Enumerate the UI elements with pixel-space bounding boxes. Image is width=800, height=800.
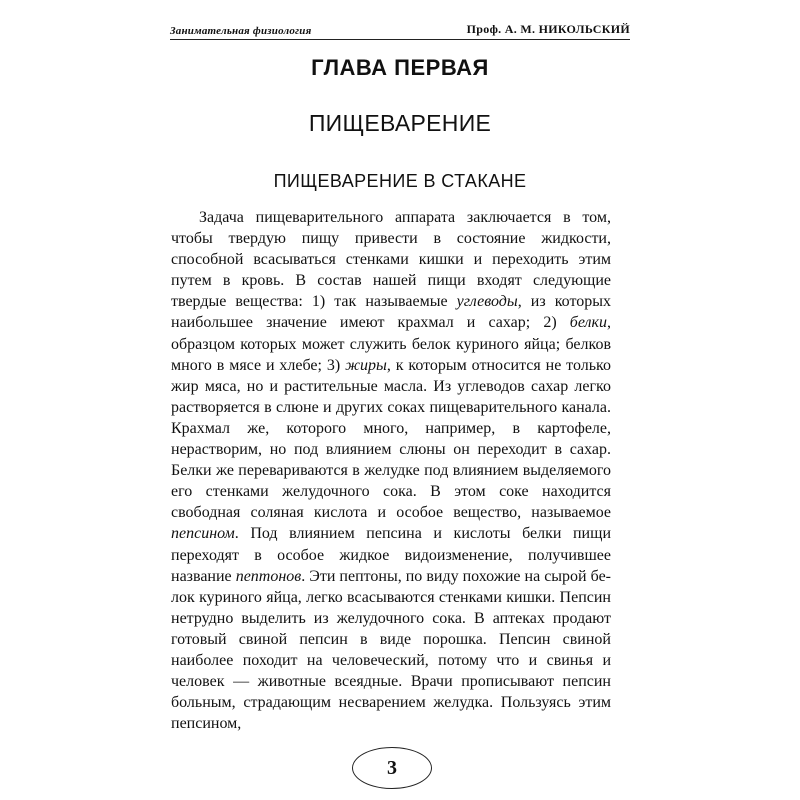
term-pepsin: пепсином xyxy=(171,525,235,543)
term-carbohydrates: углеводы xyxy=(456,293,518,311)
paragraph-text-4: , к которым относится не только жир мяса, но и растительные масла. Из углеводов сахар легко растворяется в слюне и других соках пищеварительного канала. Крахмал же, которого много, например, в картофеле, нерастворим, но под влиянием слюны он переходит в сахар. Белки же перевариваются в желудке под влиянием выделяемого его стенками желудочного сока. В этом соке находится свободная соляная кислота и особое вещество, называемое xyxy=(171,356,611,522)
paragraph-text-6: . Эти пептоны, по виду похожие на сырой белок куриного яйца, легко всасываются стенками кишки. Пепсин нетрудно выделить из желудочного сока. В аптеках продают готовый свиной пепсин в виде порошка. Пепсин свиной наиболее походит на человеческий, потому что и свинья и человек — животные всеядные. Врачи прописывают пепсин больным, страдающим несварением желудка. Пользуясь этим пепсином, xyxy=(171,567,611,733)
running-header-author: Проф. А. М. НИКОЛЬСКИЙ xyxy=(466,22,630,36)
page-number-text: 3 xyxy=(387,756,397,779)
chapter-title: ГЛАВА ПЕРВАЯ xyxy=(311,55,489,80)
paragraph-text-3: , образцом которых может служить белок куриного яйца; белков много в мясе и хлебе; 3) xyxy=(171,314,611,374)
term-proteins: белки xyxy=(569,314,607,332)
paragraph-text-5: . Под влиянием пепсина и кислоты белки пищи переходят в особое жидкое видоизменение, получившее название xyxy=(171,525,611,585)
paragraph-text-1: Задача пищеварительного аппарата заключается в том, чтобы твердую пищу привести в состояние жидкости, способной всасываться стенками кишки и переходить этим путем в кровь. В состав нашей пищи входят следующие твердые вещества: 1) так называемые xyxy=(171,209,611,311)
running-header-book-title: Занимательная физиология xyxy=(170,25,312,37)
term-peptones: пептонов xyxy=(235,567,302,585)
page-number xyxy=(352,747,432,789)
running-header xyxy=(170,14,630,40)
body-paragraph xyxy=(171,207,611,734)
subsection-title: ПИЩЕВАРЕНИЕ В СТАКАНЕ xyxy=(273,171,527,191)
section-title: ПИЩЕВАРЕНИЕ xyxy=(308,110,492,136)
paragraph-text-2: , из которых наибольшее значение имеют крахмал и сахар; 2) xyxy=(171,293,611,332)
term-fats: жиры xyxy=(345,356,387,374)
